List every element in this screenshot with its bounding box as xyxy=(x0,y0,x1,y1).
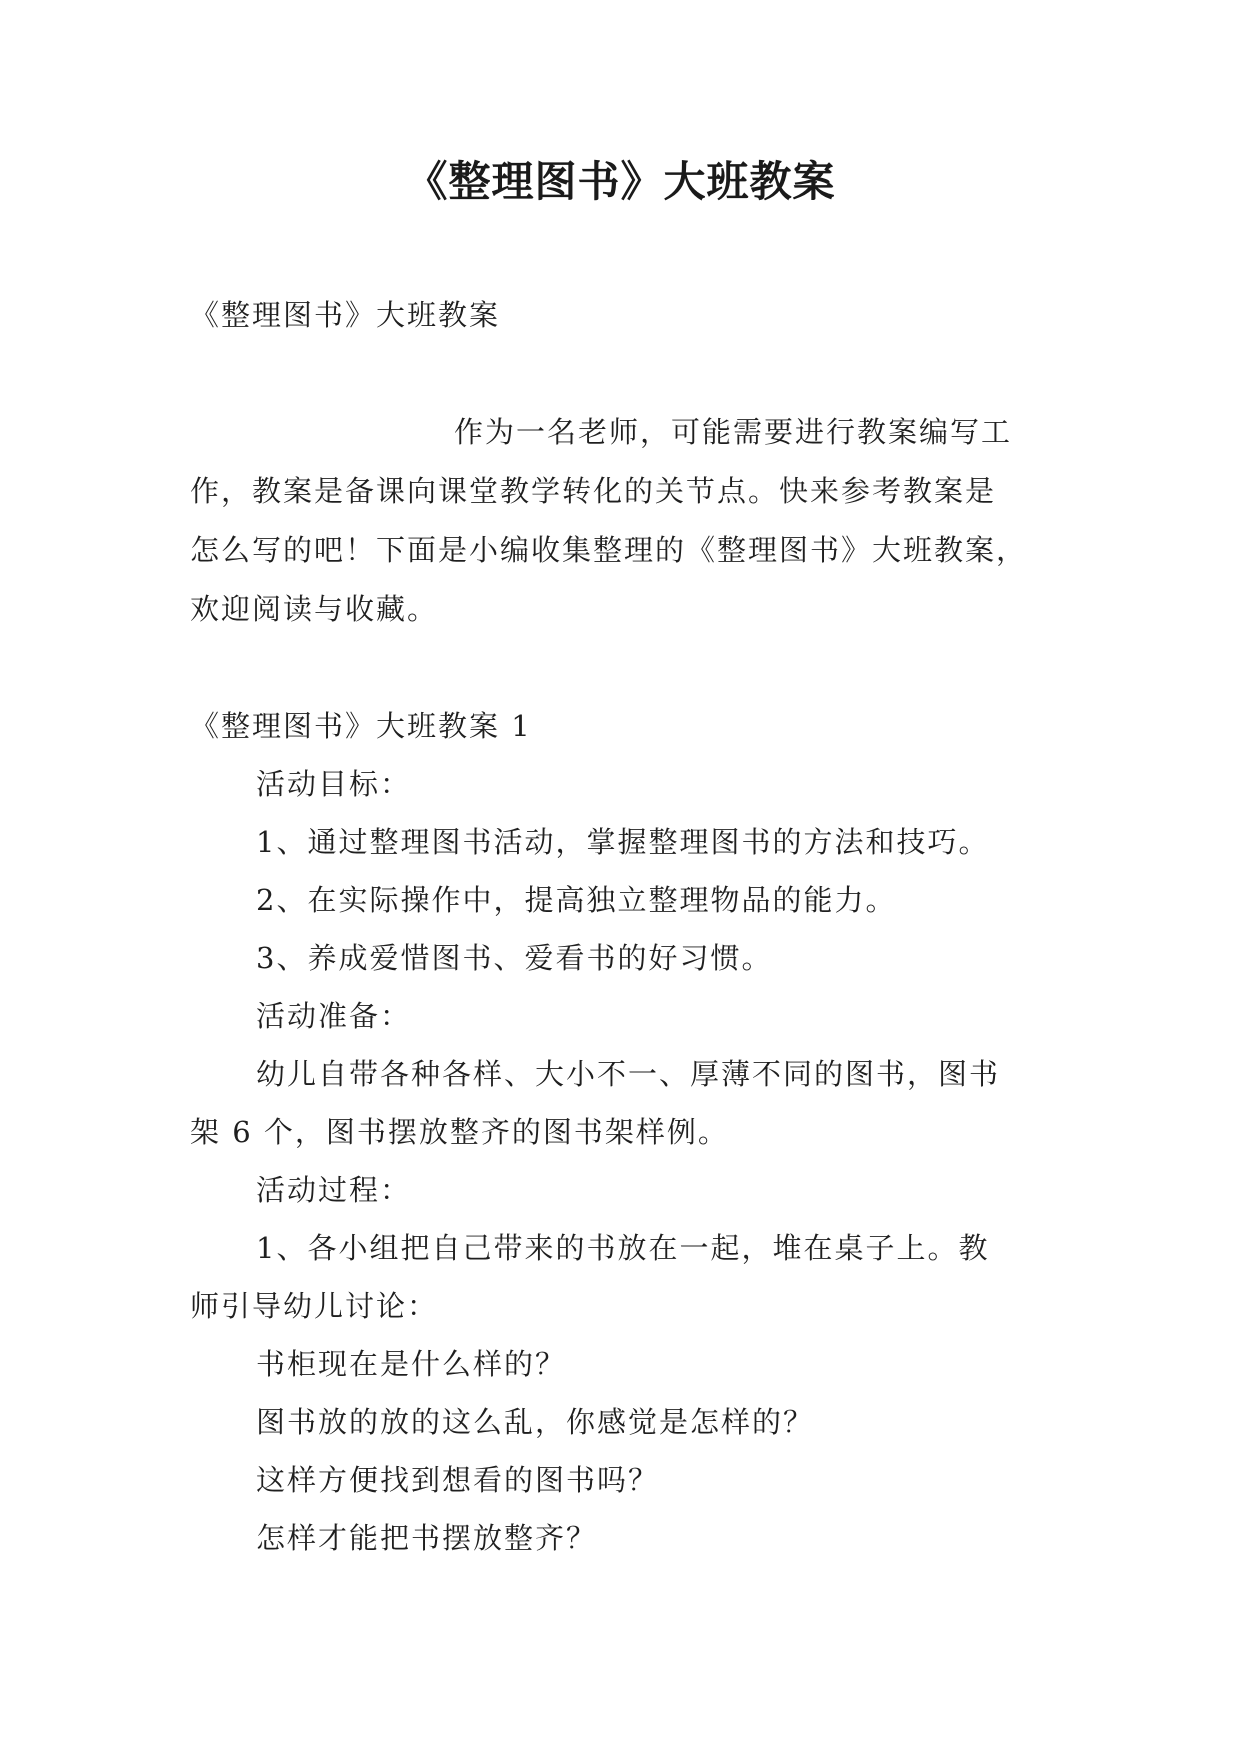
intro-line: 作，教案是备课向课堂教学转化的关节点。快来参考教案是 xyxy=(190,474,997,508)
goal-item: 3、养成爱惜图书、爱看书的好习惯。 xyxy=(256,941,773,975)
question-item: 这样方便找到想看的图书吗？ xyxy=(256,1463,660,1497)
document-title: 《整理图书》大班教案 xyxy=(405,157,836,206)
question-item: 怎样才能把书摆放整齐？ xyxy=(256,1521,598,1555)
preparation-line: 架 6 个，图书摆放整齐的图书架样例。 xyxy=(190,1115,729,1149)
intro-line: 作为一名老师，可能需要进行教案编写工 xyxy=(454,415,1013,449)
goals-label: 活动目标： xyxy=(256,767,412,801)
preparation-line: 幼儿自带各种各样、大小不一、厚薄不同的图书，图书 xyxy=(256,1057,1001,1091)
preparation-label: 活动准备： xyxy=(256,999,412,1033)
process-line: 师引导幼儿讨论： xyxy=(190,1289,439,1323)
section-heading: 《整理图书》大班教案 1 xyxy=(190,709,532,743)
process-label: 活动过程： xyxy=(256,1173,412,1207)
document-subtitle: 《整理图书》大班教案 xyxy=(190,298,501,332)
intro-line: 怎么写的吧！下面是小编收集整理的《整理图书》大班教案， xyxy=(190,533,1028,567)
question-item: 图书放的放的这么乱，你感觉是怎样的？ xyxy=(256,1405,815,1439)
goal-item: 2、在实际操作中，提高独立整理物品的能力。 xyxy=(256,883,897,917)
question-item: 书柜现在是什么样的？ xyxy=(256,1347,567,1381)
goal-item: 1、通过整理图书活动，掌握整理图书的方法和技巧。 xyxy=(256,825,990,859)
intro-line: 欢迎阅读与收藏。 xyxy=(190,592,439,626)
process-line: 1、各小组把自己带来的书放在一起，堆在桌子上。教 xyxy=(256,1231,990,1265)
